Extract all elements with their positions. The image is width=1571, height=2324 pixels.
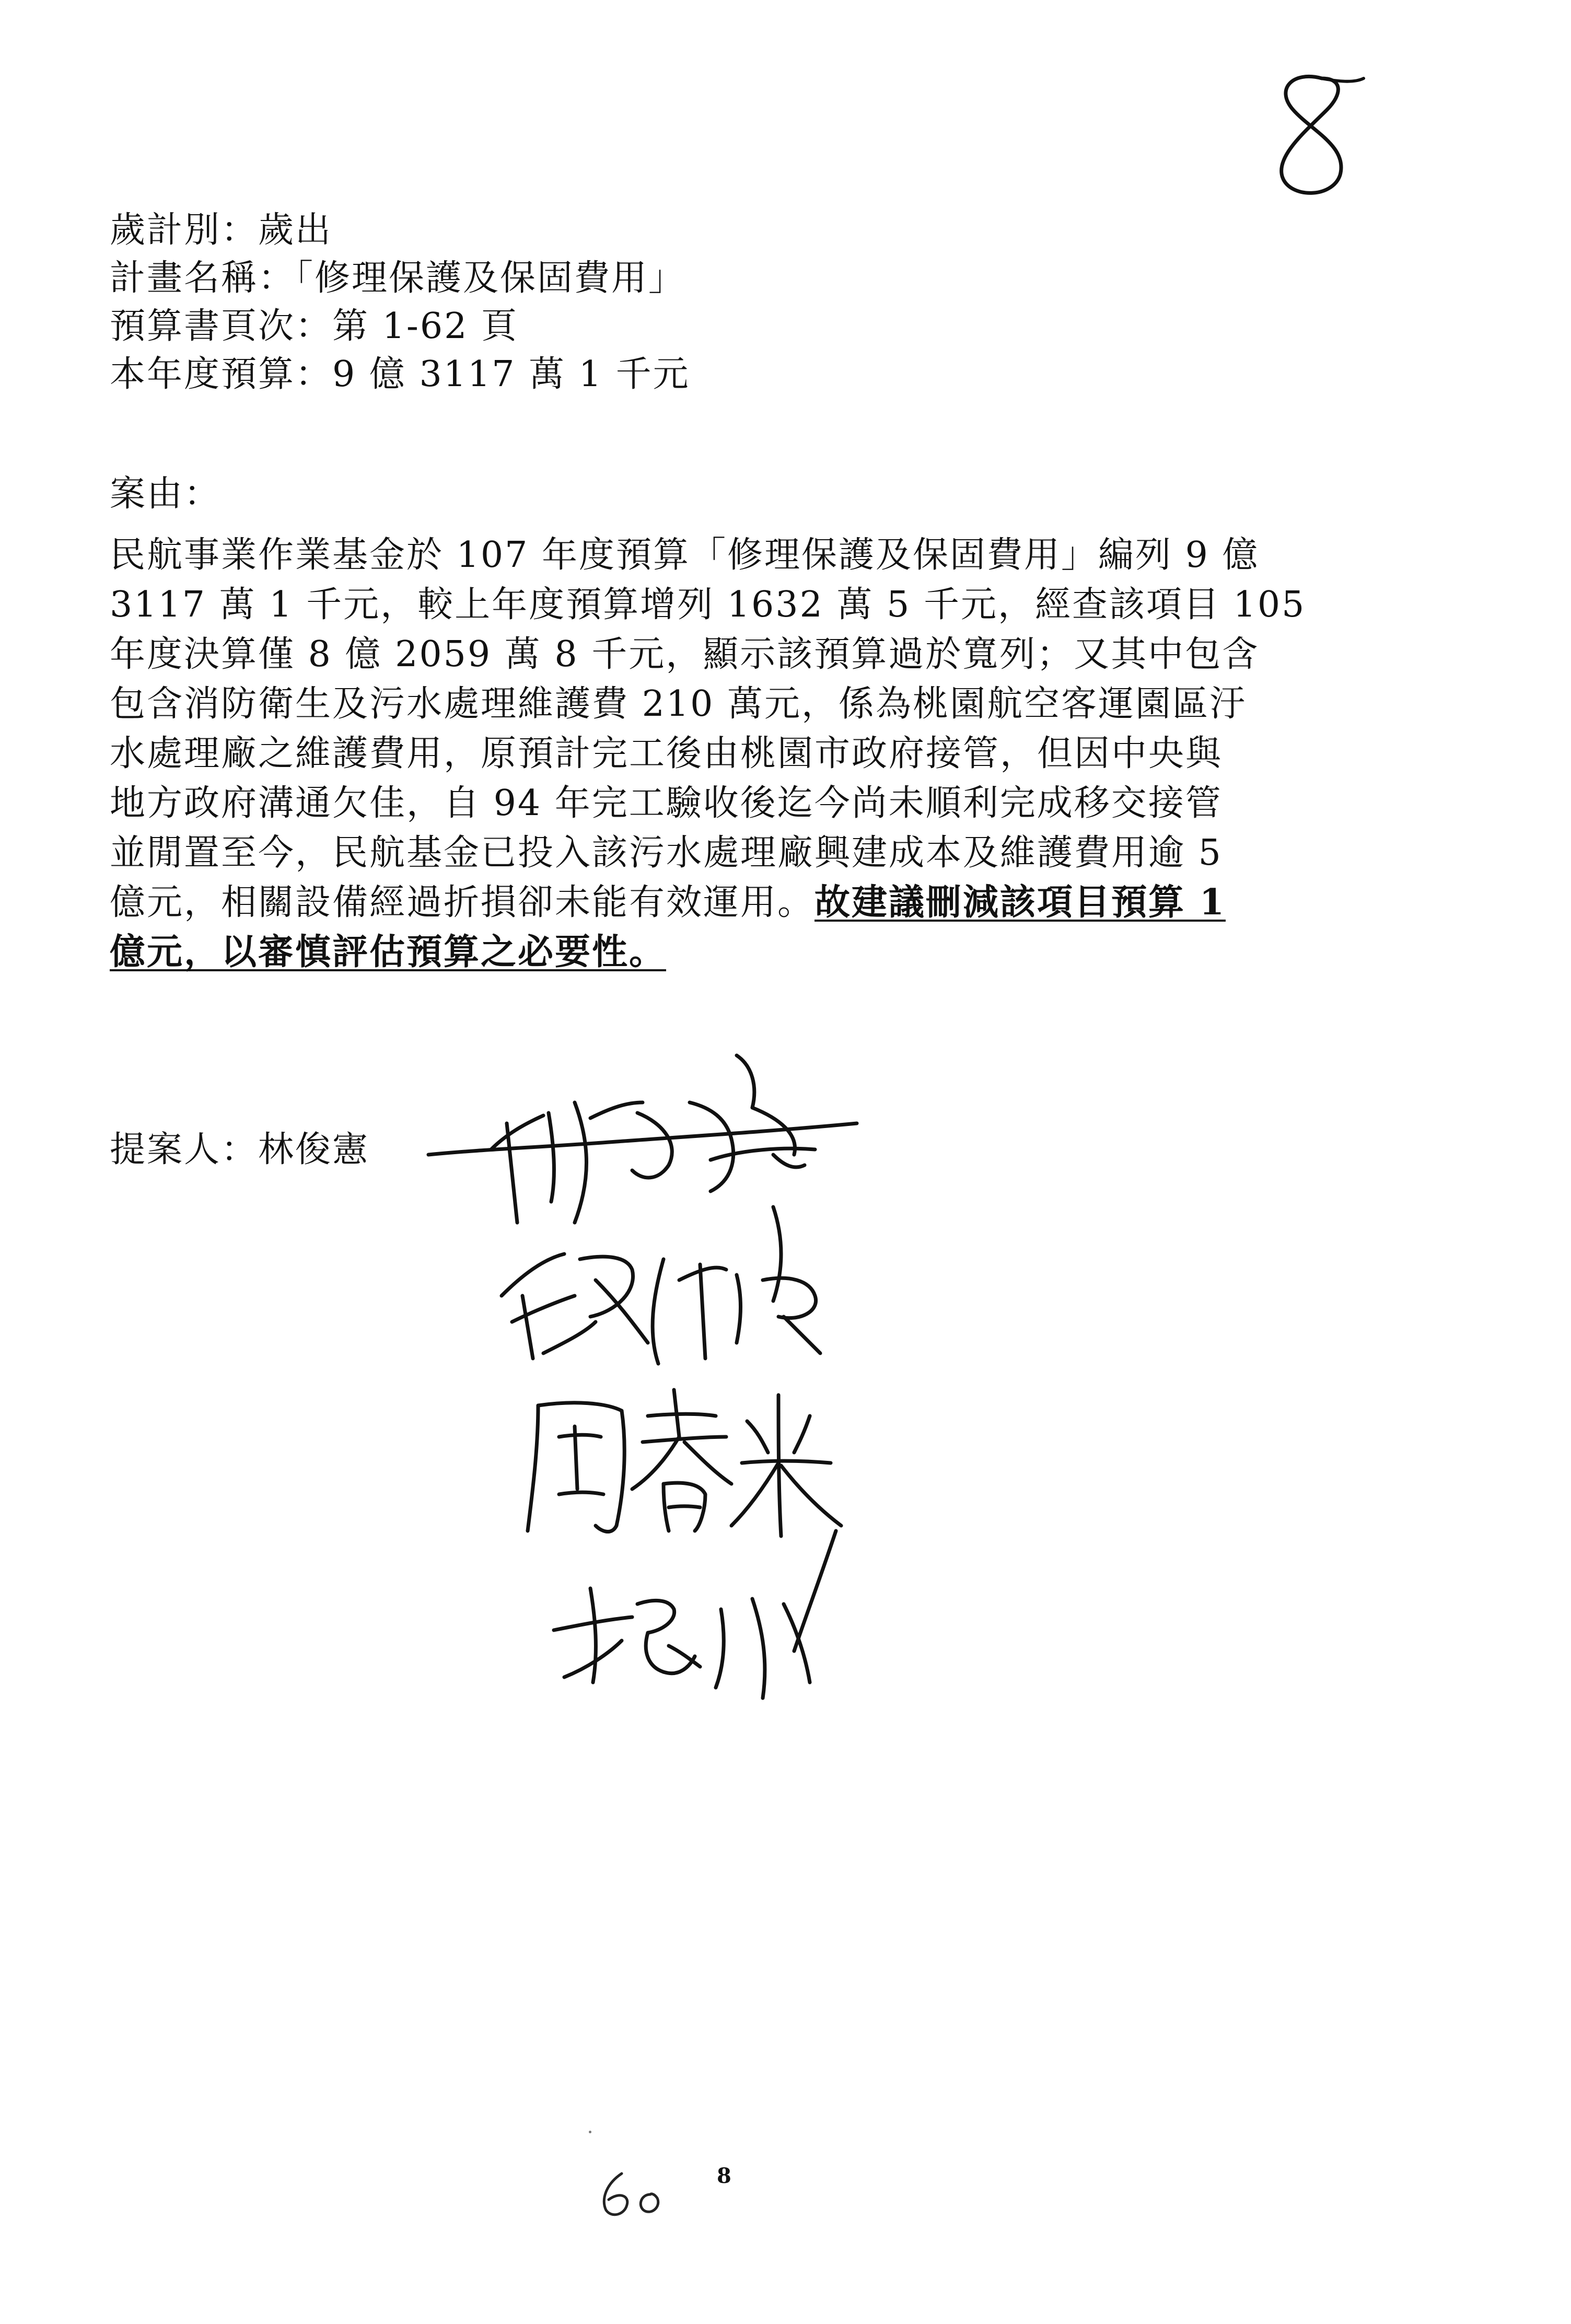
reason-line: 民航事業作業基金於 107 年度預算「修理保護及保固費用」編列 9 億 — [110, 534, 1260, 576]
annual-budget: 本年度預算：9 億 3117 萬 1 千元 — [110, 354, 690, 395]
reason-line: 地方政府溝通欠佳，自 94 年完工驗收後迄今尚未順利完成移交接管 — [110, 783, 1223, 824]
reason-body — [110, 530, 1337, 977]
reason-line: 水處理廠之維護費用，原預計完工後由桃園市政府接管，但因中央與 — [110, 733, 1223, 774]
reason-line: 年度決算僅 8 億 2059 萬 8 千元，顯示該預算過於寬列；又其中包含 — [110, 634, 1260, 675]
budget-page-ref: 預算書頁次：第 1-62 頁 — [110, 306, 518, 347]
reason-line: 3117 萬 1 千元，較上年度預算增列 1632 萬 5 千元，經查該項目 105 — [110, 584, 1306, 625]
reason-line: 並閒置至今，民航基金已投入該污水處理廠興建成本及維護費用逾 5 — [110, 832, 1223, 874]
reason-line: 包含消防衛生及污水處理維護費 210 萬元，係為桃園航空客運園區汙 — [110, 683, 1247, 725]
budget-header — [110, 206, 1364, 399]
reason-title: 案由： — [110, 473, 222, 515]
reason-line — [110, 878, 1337, 927]
recommendation-emphasis: 億元，以審慎評估預算之必要性。 — [110, 931, 667, 973]
handwritten-page-mark — [1243, 68, 1369, 204]
scan-speck — [589, 2131, 591, 2133]
plan-name: 計畫名稱：「修理保護及保固費用」 — [110, 258, 686, 299]
signature-4 — [543, 1526, 878, 1714]
handwritten-footer-note — [585, 2163, 700, 2221]
proposer-label: 提案人：林俊憲 — [110, 1129, 370, 1170]
signature-3 — [517, 1374, 852, 1547]
page-number: 8 — [717, 2164, 731, 2188]
reason-line — [110, 927, 1337, 977]
recommendation-emphasis: 故建議刪減該項目預算 1 — [814, 881, 1226, 923]
reason-line-plain: 億元，相關設備經過折損卻未能有效運用。 — [110, 882, 815, 923]
budget-category: 歲計別：歲出 — [110, 210, 333, 251]
